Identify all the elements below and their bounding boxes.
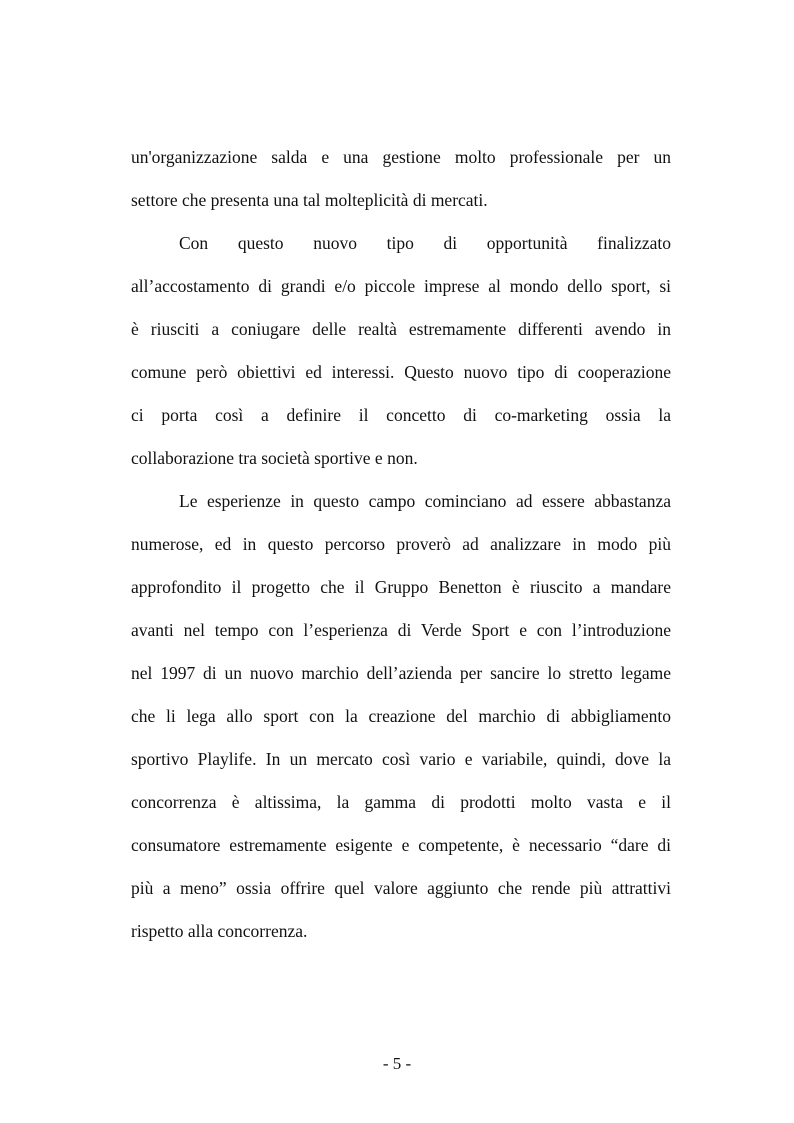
page-number: - 5 - <box>382 1054 412 1073</box>
text-line: comune però obiettivi ed interessi. Questo nuovo tipo di cooperazione <box>131 362 671 382</box>
text-line: Con questo nuovo tipo di opportunità finalizzato <box>179 233 671 253</box>
text-line: che li lega allo sport con la creazione del marchio di abbigliamento <box>131 706 671 726</box>
text-line: più a meno” ossia offrire quel valore aggiunto che rende più attrattivi <box>131 878 671 898</box>
text-line: nel 1997 di un nuovo marchio dell’azienda per sancire lo stretto legame <box>131 663 671 683</box>
text-line: ci porta così a definire il concetto di co-marketing ossia la <box>131 405 671 425</box>
body-text <box>131 136 671 953</box>
text-line: un'organizzazione salda e una gestione molto professionale per un <box>131 147 671 167</box>
text-line: all’accostamento di grandi e/o piccole imprese al mondo dello sport, si <box>131 276 671 296</box>
text-line: è riusciti a coniugare delle realtà estremamente differenti avendo in <box>131 319 671 339</box>
text-line: sportivo Playlife. In un mercato così vario e variabile, quindi, dove la <box>131 749 671 769</box>
text-line: avanti nel tempo con l’esperienza di Verde Sport e con l’introduzione <box>131 620 671 640</box>
text-line: Le esperienze in questo campo cominciano ad essere abbastanza <box>179 491 671 511</box>
text-line: concorrenza è altissima, la gamma di prodotti molto vasta e il <box>131 792 671 812</box>
text-line: numerose, ed in questo percorso proverò ad analizzare in modo più <box>131 534 671 554</box>
text-line: approfondito il progetto che il Gruppo Benetton è riuscito a mandare <box>131 577 671 597</box>
text-line: rispetto alla concorrenza. <box>131 921 308 941</box>
text-line: settore che presenta una tal molteplicità di mercati. <box>131 190 488 210</box>
text-line: consumatore estremamente esigente e competente, è necessario “dare di <box>131 835 671 855</box>
text-line: collaborazione tra società sportive e non. <box>131 448 418 468</box>
